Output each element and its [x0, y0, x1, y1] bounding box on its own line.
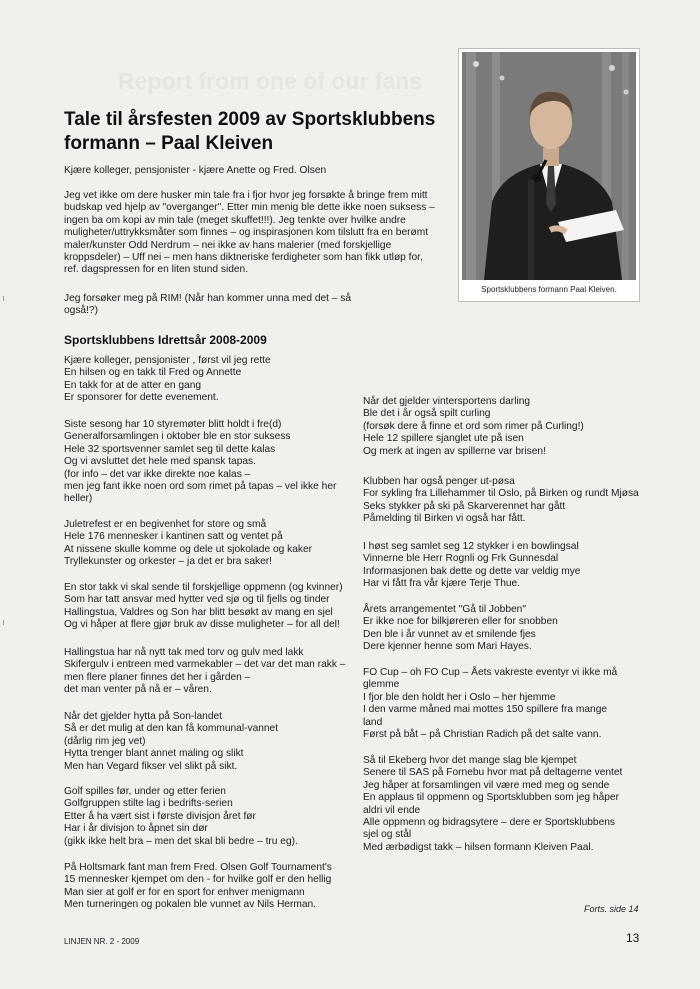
right-stanza-4: Årets arrangementet "Gå til Jobben" Er ikke noe for bilkjøreren eller for snobben Den ble i år vunnet av et smilende fjes Dere kjenner henne som Mari Hayes. — [363, 604, 558, 653]
greeting: Kjære kolleger, pensjonister - kjære Anette og Fred. Olsen — [64, 165, 327, 176]
left-stanza-4: En stor takk vi skal sende til forskjellige oppmenn (og kvinner) Som har tatt ansvar med hytter ved sjø og til fjells og tinder Hallingstua, Valdres og Son har blitt besøkt av mang en sjel Og vi håper at flere gjør bruk av disse muligheter – for all del! — [64, 582, 343, 631]
background-heading: Report from one of our fans — [118, 68, 423, 94]
right-stanza-6: Så til Ekeberg hvor det mange slag ble kjempet Senere til SAS på Fornebu hvor mat på deltagerne ventet Jeg håper at forsamlingen vil være med meg og sende En applaus til oppmenn og Sportsklubben som jeg håper aldri vil ende Alle oppmenn og bidragsytere – dere er Sportsklubbens sjel og stål Med ærbødigst takk – hilsen formann Kleiven Paal. — [363, 755, 623, 853]
edge-mark — [3, 620, 4, 625]
right-stanza-2: Klubben har også penger ut-pøsa For sykling fra Lillehammer til Oslo, på Birken og rundt Mjøsa Seks stykker på ski på Skarverennet har gått Påmelding til Birken vi også har fått. — [363, 476, 639, 525]
speaker-photo — [462, 52, 636, 280]
rim-line: Jeg forsøker meg på RIM! (Når han kommer unna med det – så også!?) — [64, 293, 352, 317]
left-stanza-6: Når det gjelder hytta på Son-landet Så er det mulig at den kan få kommunal-vannet (dårlig rim jeg vet) Hytta trenger blant annet maling og slikt Men han Vegard fikser vel slikt på sikt. — [64, 711, 279, 772]
intro-paragraph: Jeg vet ikke om dere husker min tale fra i fjor hvor jeg forsøkte å bringe frem mitt budskap ved hjelp av "overganger". Etter min menig ble dette ikke noen suksess – ingen ba om kopi av min tale (meget skuffet!!!). Jeg tenkte over hvilke andre muligheter/uttrykksmåter som finnes – og inspirasjonen kom tilslutt fra en berømt maler/kunster Odd Nerdrum – nei ikke av hans malerier (med forskjellige kroppsdeler) – Uff nei – men hans diktneriske ferdigheter som han fikk utløp for, ref. dagspressen for en liten stund siden. — [64, 190, 435, 276]
left-stanza-1: Kjære kolleger, pensjonister , først vil jeg rette En hilsen og en takk til Fred og Annette En takk for at de atter en gang Er sponsorer for dette evenement. — [64, 355, 271, 404]
page-number: 13 — [626, 931, 640, 945]
article-title: Tale til årsfesten 2009 av Sportsklubbens formann – Paal Kleiven — [64, 109, 436, 154]
magazine-issue: LINJEN NR. 2 - 2009 — [64, 937, 140, 946]
left-stanza-3: Juletrefest er en begivenhet for store og små Hele 176 mennesker i kantinen satt og ventet på At nissene skulle komme og dele ut sjokolade og kaker Tryllekunster og orkester – ja det er bra saker! — [64, 519, 313, 568]
left-stanza-5: Hallingstua har nå nytt tak med torv og gulv med lakk Skifergulv i entreen med varmekabler – det var det man rakk – men flere planer finnes det her i gården – det man venter på nå er – våren. — [64, 647, 346, 696]
left-stanza-8: På Holtsmark fant man frem Fred. Olsen Golf Tournament's 15 mennesker kjempet om den - for hvilke golf er den hellig Man sier at golf er for en sport for enhver menigmann Men turneringen og pokalen ble vunnet av Nils Herman. — [64, 862, 332, 911]
continued-note: Forts. side 14 — [584, 904, 639, 914]
right-stanza-5: FO Cup – oh FO Cup – Åets vakreste eventyr vi ikke må glemme I fjor ble den holdt her i Oslo – her hjemme I den varme måned mai mottes 150 spillere fra mange land Først på båt – på Christian Radich på det salte vann. — [363, 667, 618, 741]
left-stanza-2: Siste sesong har 10 styremøter blitt holdt i fre(d) Generalforsamlingen i oktober ble en stor suksess Hele 32 sportsvenner samlet seg til dette kalas Og vi avsluttet det hele med spansk tapas. (for info – det var ikke direkte noe kalas – men jeg fant ikke noen ord som rimet på tapas – vel ikke her heller) — [64, 419, 337, 505]
photo-frame — [458, 48, 640, 302]
section-heading: Sportsklubbens Idrettsår 2008-2009 — [64, 333, 267, 347]
left-stanza-7: Golf spilles før, under og etter ferien Golfgruppen stilte lag i bedrifts-serien Etter å ha vært sist i første divisjon året før Har i år divisjon to åpnet sin dør (gikk ikke helt bra – men det skal bli bedre – tru eg). — [64, 786, 298, 847]
speaker-illustration — [462, 52, 636, 280]
right-stanza-1: Når det gjelder vintersportens darling Ble det i år også spilt curling (forsøk dere å finne et ord som rimer på Curling!) Hele 12 spillere sjanglet ute på isen Og merk at ingen av spillerne var brisen! — [363, 396, 584, 457]
right-stanza-3: I høst seg samlet seg 12 stykker i en bowlingsal Vinnerne ble Herr Rognli og Frk Gunnesdal Informasjonen bak dette og dette var veldig mye Har vi fått fra vår kjære Terje Thue. — [363, 541, 581, 590]
photo-caption: Sportsklubbens formann Paal Kleiven. — [481, 285, 617, 294]
edge-mark — [3, 296, 4, 301]
